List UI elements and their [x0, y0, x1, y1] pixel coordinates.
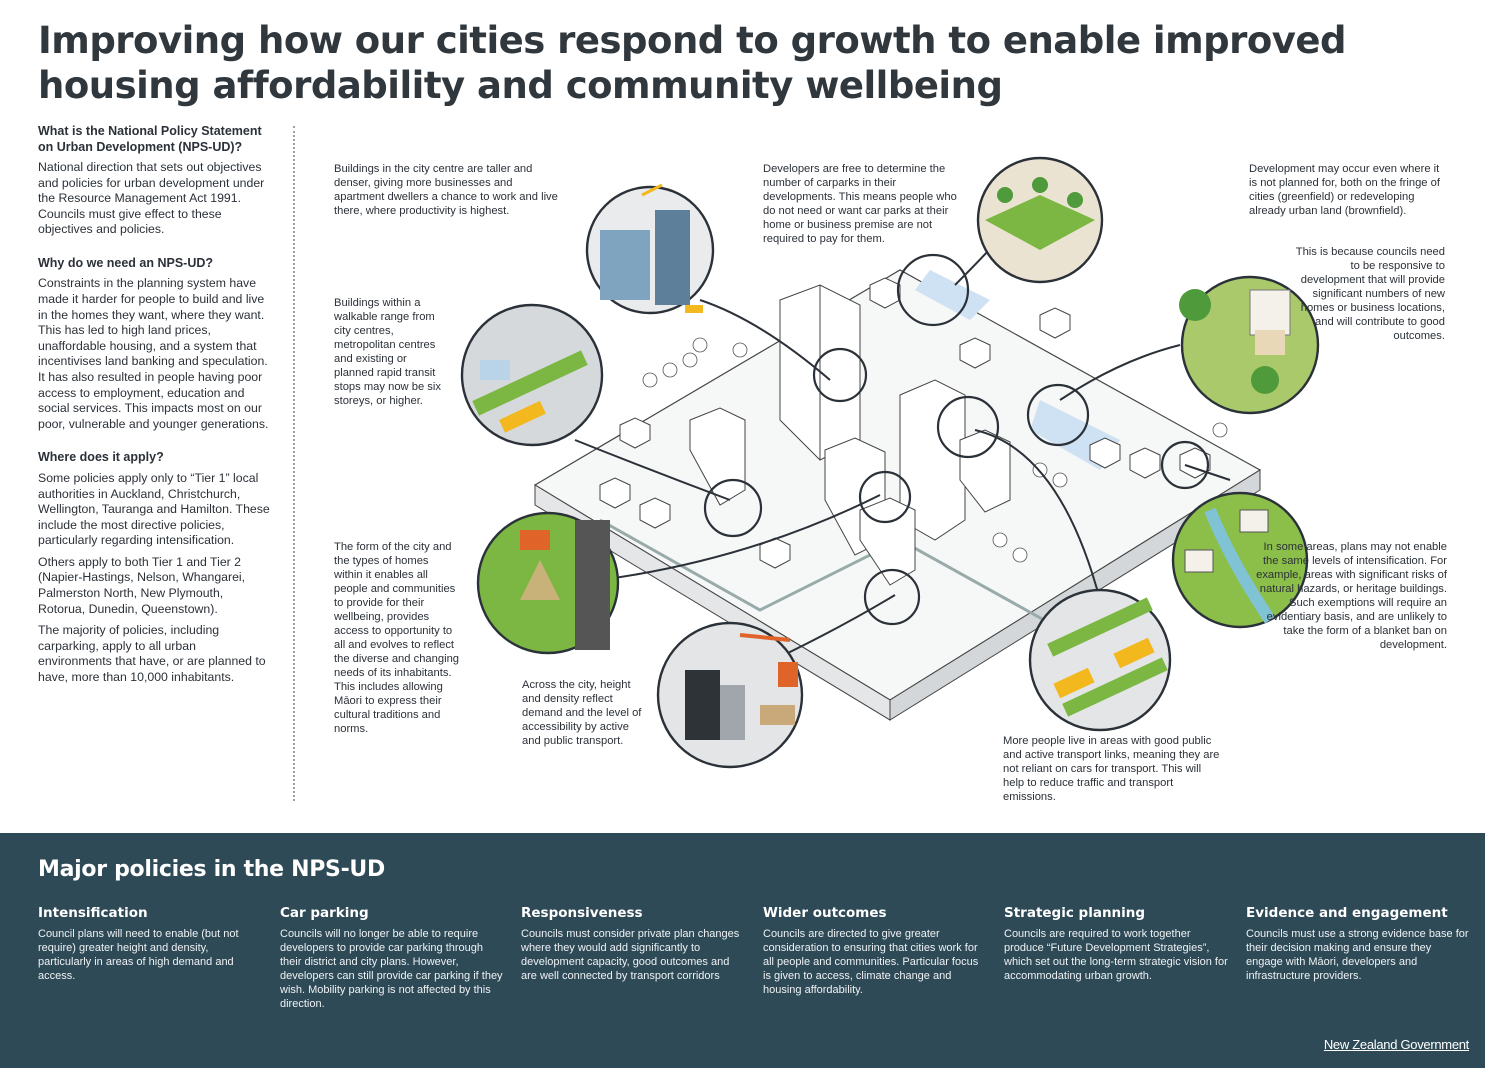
policy-body: Councils must use a strong evidence base for their decision making and ensure they engage with Māori, developers and infrastructure providers. [1246, 928, 1469, 982]
what-is-heading: What is the National Policy Statement on Urban Development (NPS-UD)? [38, 124, 262, 154]
policy-body: Councils are required to work together produce “Future Development Strategies”, which set out the long-term strategic vision for accommodating urban growth. [1004, 928, 1228, 982]
column-divider [293, 126, 295, 801]
policy-title: Responsiveness [521, 905, 643, 921]
where-heading: Where does it apply? [38, 450, 164, 465]
policy-title: Wider outcomes [763, 905, 887, 921]
annotation-exemptions: In some areas, plans may not enable the same levels of intensification. For example, areas with significant risks of natural hazards, or heritage buildings. Such exemptions will require an evidentiary basis, and are unlikely to take the form of a blanket ban on development. [1256, 541, 1447, 651]
policies-panel [0, 833, 1485, 1068]
what-is-section [38, 124, 270, 238]
policy-title: Strategic planning [1004, 905, 1146, 921]
detail-circle-construction [658, 623, 802, 767]
policy-wider-outcomes [763, 905, 988, 997]
policy-title: Evidence and engagement [1246, 905, 1448, 921]
policies-heading: Major policies in the NPS-UD [38, 857, 385, 882]
where-body-2: Others apply to both Tier 1 and Tier 2 (Napier-Hastings, Nelson, Whangarei, Palmerston North, New Plymouth, Rotorua, Dunedin, Queenstown). [38, 554, 246, 616]
policy-evidence-engagement [1246, 905, 1471, 983]
policy-car-parking [280, 905, 505, 1011]
policy-intensification [38, 905, 263, 983]
why-heading: Why do we need an NPS-UD? [38, 255, 214, 270]
policy-body: Council plans will need to enable (but not require) greater height and density, particularly in areas of high demand and access. [38, 928, 239, 982]
where-section [38, 450, 270, 685]
annotation-transport: More people live in areas with good public and active transport links, meaning they are not reliant on cars for transport. This will help to reduce traffic and transport emissions. [1003, 735, 1220, 803]
page-title: Improving how our cities respond to growth to enable improved housing affordability and community wellbeing [38, 19, 1347, 107]
annotation-city-form: The form of the city and the types of homes within it enables all people and communities to provide for their wellbeing, provides access to opportunity to all and evolves to reflect the diverse and changing needs of its inhabitants. This includes allowing Māori to express their cultural traditions and norms. [334, 541, 460, 735]
annotation-city-centre: Buildings in the city centre are taller and denser, giving more businesses and apartment dwellers a chance to work and live there, where productivity is highest. [334, 163, 558, 217]
detail-circle-towers [587, 185, 713, 313]
policy-responsiveness [521, 905, 746, 983]
policy-title: Intensification [38, 905, 148, 921]
policy-body: Councils are directed to give greater consideration to ensuring that cities work for all people and communities. Particular focus is given to access, climate change and housing affordability. [763, 928, 979, 996]
annotation-carparks: Developers are free to determine the number of carparks in their developments. This means people who do not need or want car parks at their home or business premise are not required to pay for them. [763, 163, 957, 245]
policy-body: Councils will no longer be able to require developers to provide car parking through their district and city plans. However, developers can still provide car parking if they wish. Mobility parking is not affected by this direction. [280, 928, 503, 1010]
policy-body: Councils must consider private plan changes where they would add significantly to development capacity, good outcomes and are well connected by transport corridors [521, 928, 740, 982]
policy-title: Car parking [280, 905, 369, 921]
detail-circle-park [978, 158, 1102, 282]
why-body: Constraints in the planning system have made it harder for people to build and live in the homes they want, where they want. This has led to high land prices, unaffordable housing, and a system that incentivises land banking and speculation. It has also resulted in people having poor access to employment, education and social services. This impacts most on our poor, vulnerable and younger generations. [38, 276, 269, 431]
annotation-greenfield: Development may occur even where it is not planned for, both on the fringe of cities (greenfield) or redeveloping already urban land (brownfield). [1249, 163, 1440, 217]
annotation-responsive: This is because councils need to be responsive to development that will provide significant numbers of new homes or business locations, and will contribute to good outcomes. [1295, 246, 1445, 342]
detail-circle-playground [478, 513, 618, 653]
annotation-height-density: Across the city, height and density reflect demand and the level of accessibility by active and public transport. [522, 679, 642, 747]
where-body-1: Some policies apply only to “Tier 1” local authorities in Auckland, Christchurch, Wellington, Tauranga and Hamilton. These include the most directive policies, particularly regarding intensification. [38, 470, 270, 548]
nz-government-logo: New Zealand Government [1323, 1037, 1469, 1052]
intro-column [38, 124, 270, 704]
policy-strategic-planning [1004, 905, 1229, 983]
detail-circle-transit [462, 305, 602, 445]
detail-circle-bus [1030, 590, 1170, 730]
what-is-body: National direction that sets out objectives and policies for urban development under the Resource Management Act 1991. Councils must give effect to these objectives and policies. [38, 160, 265, 237]
where-body-3: The majority of policies, including carparking, apply to all urban environments that have, or are planned to have, more than 10,000 inhabitants. [38, 623, 266, 685]
annotation-six-storeys: Buildings within a walkable range from city centres, metropolitan centres and existing or planned rapid transit stops may now be six storeys, or higher. [334, 297, 441, 407]
why-section [38, 256, 270, 432]
